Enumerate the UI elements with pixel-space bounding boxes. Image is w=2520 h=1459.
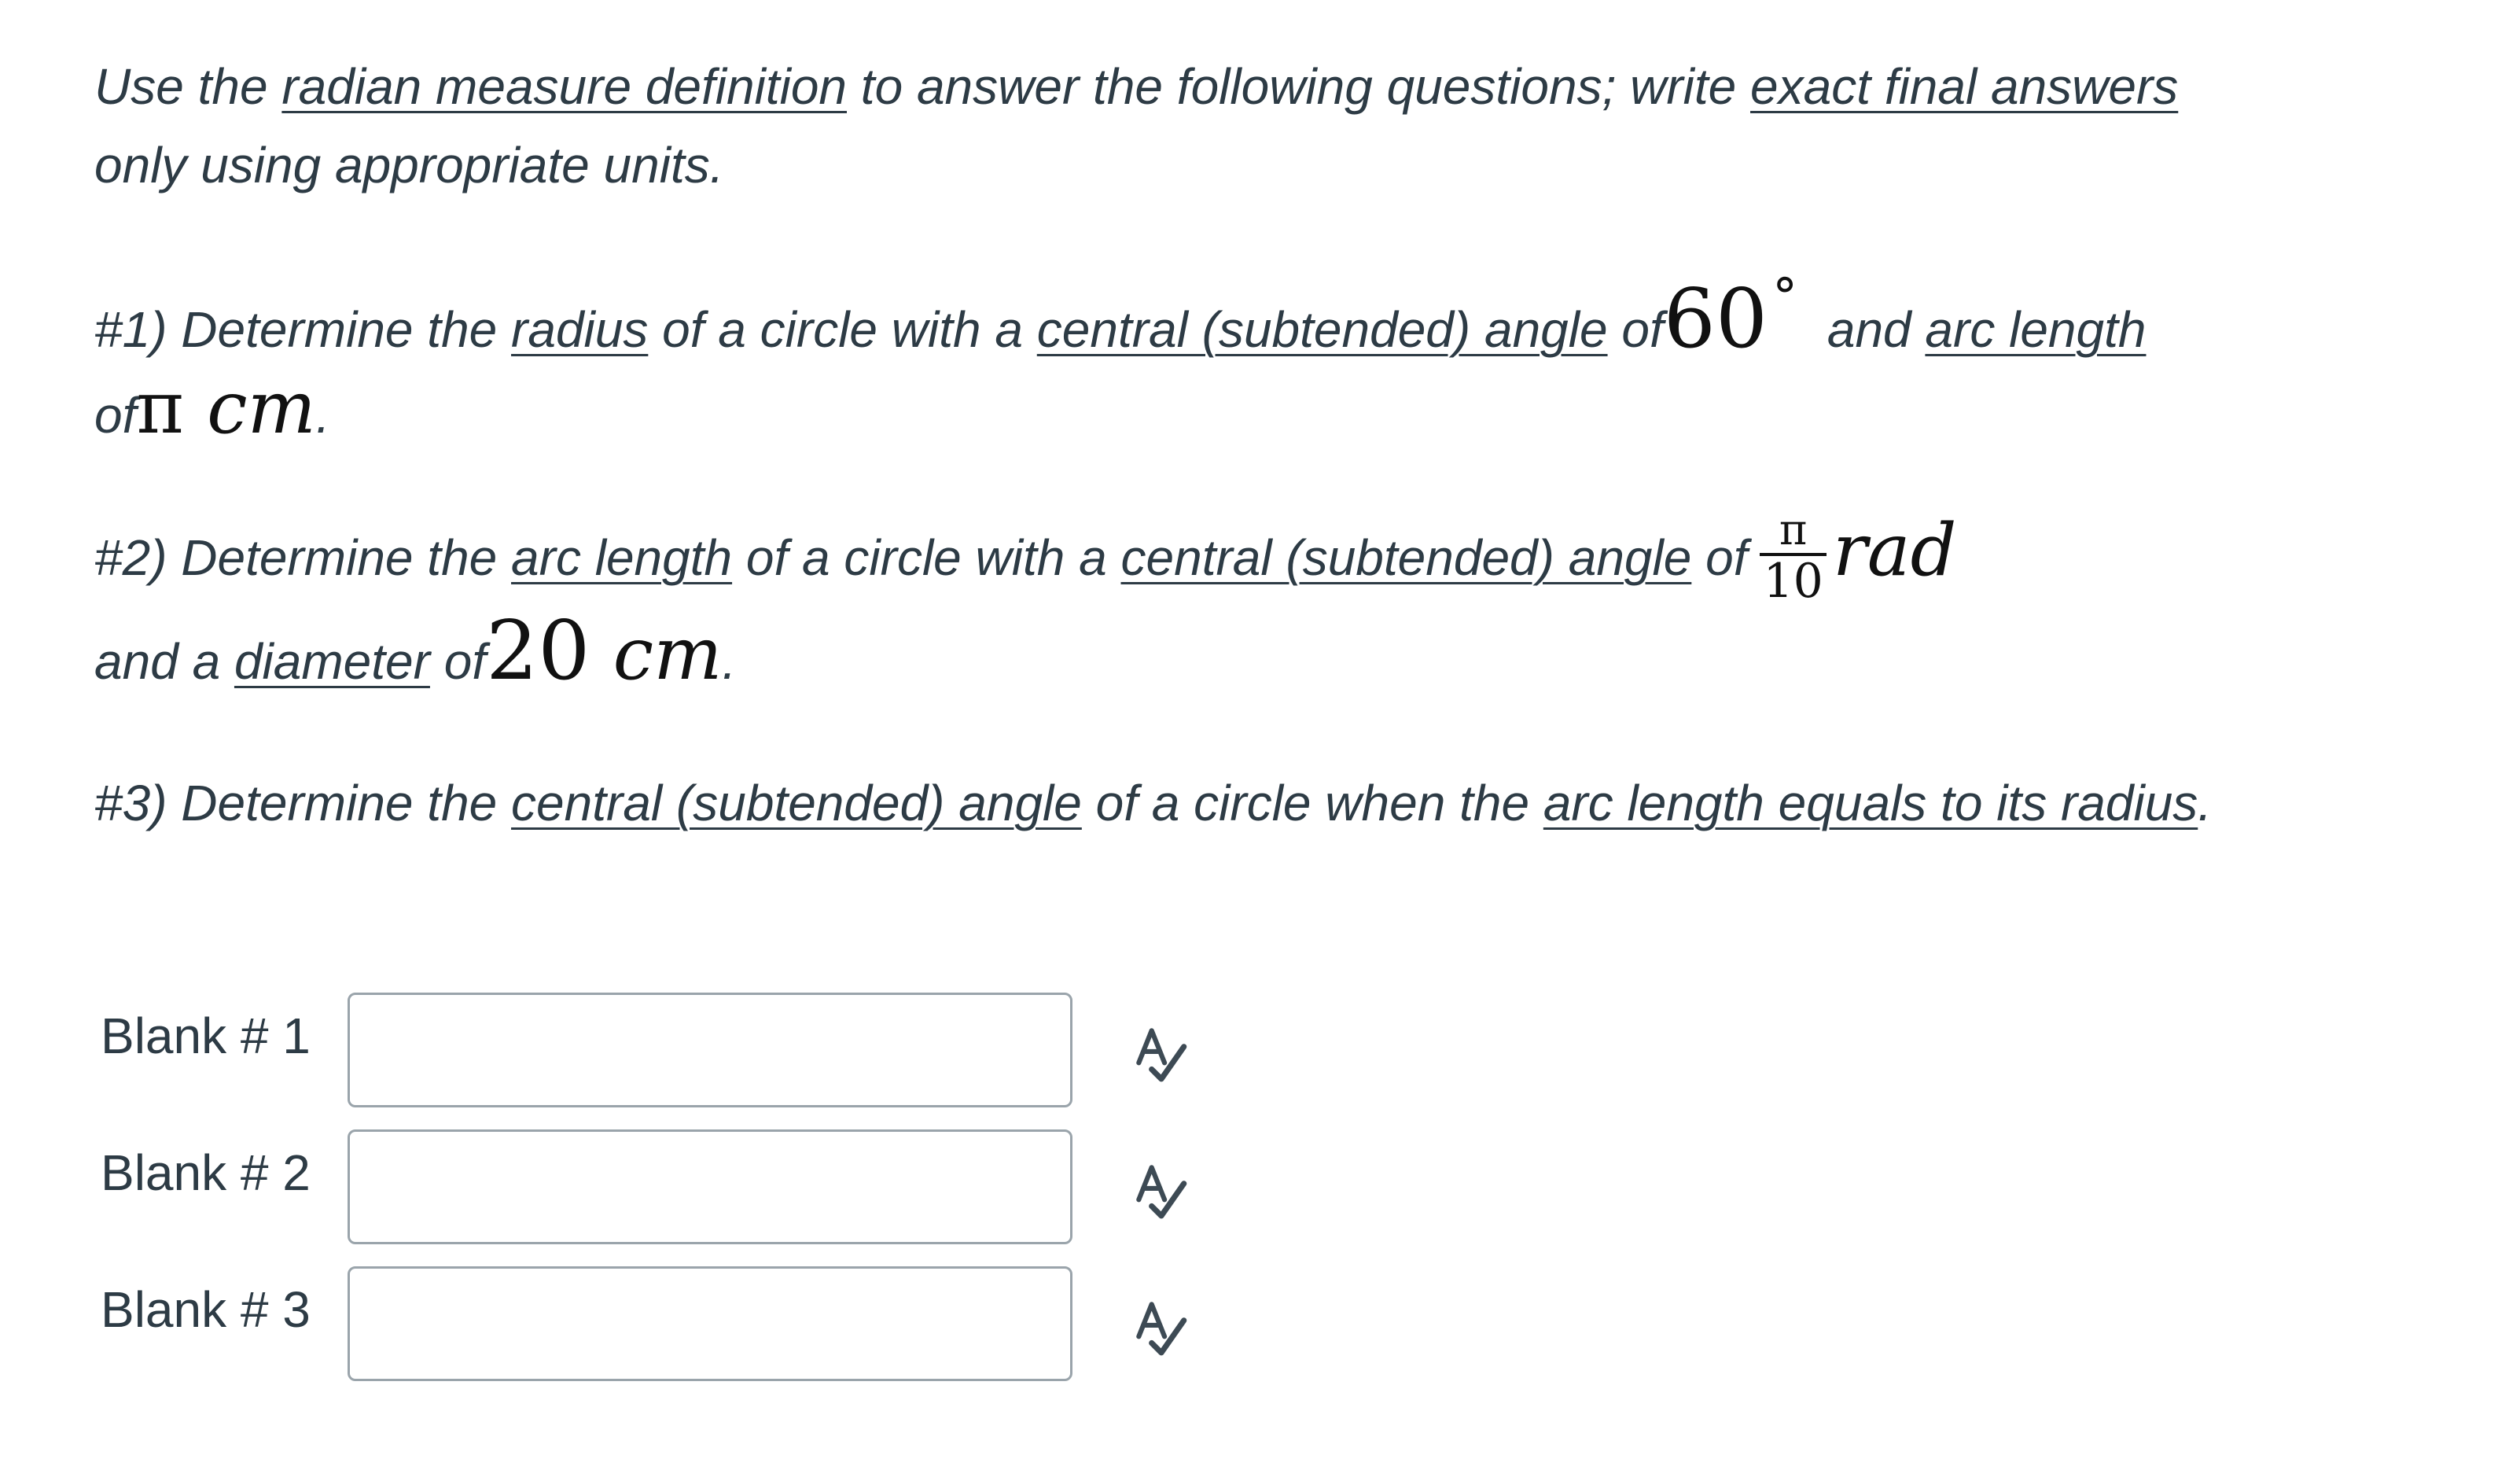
diameter-value: 20 [486,602,590,699]
question-1 [94,258,2217,455]
arc-length-underlined: arc length [1925,301,2147,358]
question-1-text: of [1607,301,1664,358]
blank-row-2 [101,1129,1201,1247]
question-3-text: #3) Determine the [94,775,512,832]
blank-row-1 [101,993,1201,1111]
blank-label: Blank # 3 [101,1281,311,1338]
question-3-text: of a circle when the [1081,775,1543,832]
question-1-text: . [315,387,330,444]
answer-blanks [101,993,1201,1403]
question-2-text: of a circle with a [732,529,1121,586]
arc-length-value: π [136,366,184,450]
angle-unit: rad [1832,508,1957,592]
radian-definition-underlined: radian measure definition [281,58,847,115]
question-2-text: #2) Determine the [94,529,512,586]
question-2-text: of [1691,529,1748,586]
question-1-text: and [1813,301,1926,358]
diameter-underlined: diameter [234,633,430,691]
angle-value: 60 [1663,271,1768,367]
blank-3-input[interactable] [348,1266,1072,1381]
question-2-text: of [429,633,487,691]
blank-1-input[interactable] [348,993,1072,1107]
angle-fraction [1760,505,1826,610]
question-2 [94,505,2217,701]
question-3-text: . [2198,775,2213,832]
arc-length-equals-radius-underlined: arc length equals to its radius [1543,775,2198,832]
arc-length-unit: cm [183,366,316,450]
question-3 [94,764,2217,842]
instructions-text: only using appropriate units. [94,137,724,193]
instructions-text: Use the [94,58,282,115]
blank-2-input[interactable] [348,1129,1072,1244]
question-2-text: . [722,633,737,691]
exact-answers-underlined: exact final answers [1750,58,2179,115]
spellcheck-icon[interactable] [1129,1021,1194,1085]
question-1-text: of a circle with a [648,301,1037,358]
central-angle-underlined: central (subtended) angle [1120,529,1692,586]
question-1-text: of [94,387,137,444]
radius-underlined: radius [511,301,649,358]
question-content [94,47,2217,890]
spellcheck-icon[interactable] [1129,1295,1194,1359]
question-2-text: and a [94,633,234,691]
central-angle-underlined: central (subtended) angle [1036,301,1608,358]
fraction-denominator: 10 [1760,553,1826,606]
diameter-unit: cm [590,612,723,697]
central-angle-underlined: central (subtended) angle [511,775,1082,832]
spellcheck-icon[interactable] [1129,1158,1194,1222]
instructions-text: to answer the following questions; write [847,58,1751,115]
blank-row-3 [101,1266,1201,1384]
fraction-numerator: π [1779,505,1808,555]
arc-length-underlined: arc length [511,529,733,586]
blank-label: Blank # 2 [101,1144,311,1201]
blank-label: Blank # 1 [101,1008,311,1064]
question-1-text: #1) Determine the [94,301,512,358]
degree-symbol: ° [1772,268,1798,326]
instructions [94,47,2217,204]
